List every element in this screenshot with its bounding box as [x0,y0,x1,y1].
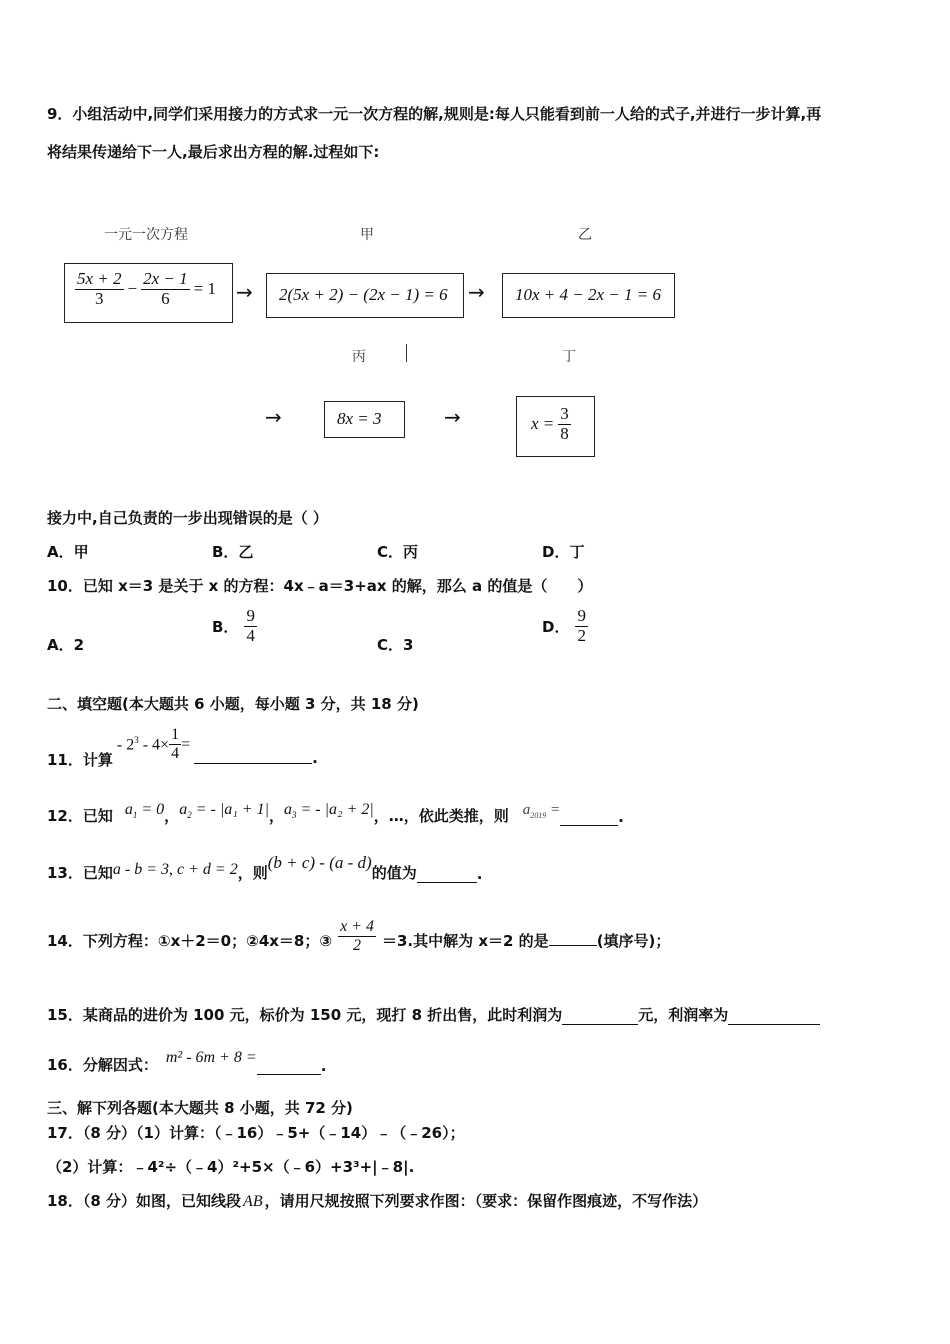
equation-box-bing [324,401,405,438]
q12-subscript: 2019 [530,811,547,820]
q16-label: 16．分解因式： [47,1056,158,1074]
label-jia: 甲 [360,227,374,243]
q12-a2: a [179,800,188,818]
q9-option-b[interactable]: B．乙 [212,543,254,561]
q11 [47,719,318,770]
equation-rhs: = 1 [193,279,216,299]
q12-label: 12．已知 [47,807,113,825]
q12-end: . [618,808,624,826]
q12-separator: ， [268,807,284,825]
q12-subscript: 3 [291,810,297,820]
q12-subscript: 1 [132,810,138,820]
denominator: 4 [171,745,180,762]
q14-tail: ＝3.其中解为 x＝2 的是 [381,931,549,950]
numerator: 2x − 1 [143,269,188,288]
numerator: 9 [246,606,255,625]
q17-line1: 17．（8 分）（1）计算：（﹣16）﹣5+（﹣14）﹣（﹣26）； [47,1124,465,1142]
q12-an: a [522,802,531,818]
q10-option-a[interactable]: A．2 [47,636,85,654]
q16 [47,1040,326,1075]
q12-a3: a [283,800,292,818]
arrow-right-icon: → [265,405,282,429]
q14 [47,918,670,954]
equation-box-jia [266,273,464,318]
equation-yi: 10x + 4 − 2x − 1 = 6 [515,285,661,304]
q10-option-b[interactable] [212,607,257,645]
numerator: x + 4 [340,918,374,935]
q18-pre: 18．（8 分）如图，已知线段 [47,1192,242,1210]
q13-tail: 的值为 [371,864,417,882]
label-start: 一元一次方程 [104,227,188,243]
q11-answer-blank[interactable] [194,747,312,764]
q15 [47,1004,820,1025]
q13-then: ，则 [237,864,268,882]
fraction [575,607,588,645]
q9-stem-line2: 将结果传递给下一人,最后求出方程的解.过程如下: [47,143,380,161]
q14-label: 14．下列方程：①x＋2＝0；②4x＝8；③ [47,931,333,950]
q10-stem: 10．已知 x＝3 是关于 x 的方程：4x﹣a＝3+ax 的解，那么 a 的值是（ ） [47,577,593,595]
cursor-bar [406,344,407,362]
denominator: 2 [353,936,362,954]
arrow-right-icon: → [468,280,485,304]
section-2-heading: 二、填空题(本大题共 6 小题，每小题 3 分，共 18 分) [47,695,419,713]
q14-end: (填序号)； [596,931,671,950]
fraction [558,405,571,443]
q13-answer-blank[interactable] [417,866,477,883]
q12-a2-value: = - |a₁ + 1| [191,800,269,818]
q12-a1-value: = 0 [137,800,165,818]
q16-expression: m² - 6m + 8 = [165,1049,257,1066]
q14-answer-blank[interactable] [549,931,597,946]
arrow-right-icon: → [444,405,461,429]
q18-post: ，请用尺规按照下列要求作图：（要求：保留作图痕迹，不写作法） [264,1192,708,1210]
q9-option-d[interactable]: D．丁 [542,543,585,561]
q18 [47,1190,707,1211]
q13: 13．已知 a - b = 3 , c + d = 2 ，则 (b + c) - (a - d) 的值为 . [47,853,483,883]
q18-segment: AB [243,1193,263,1210]
numerator: 9 [577,606,586,625]
q16-answer-blank[interactable] [257,1058,321,1075]
q13-condition-2: c + d = 2 [177,861,238,878]
q11-term: - 2 [116,736,135,754]
q15-profit-blank[interactable] [562,1008,638,1025]
numerator: 1 [171,726,180,744]
arrow-right-icon: → [236,280,253,304]
q12 [47,800,624,826]
equation-box-original: $\frac{5x + 2}{3}$ − $\frac{2x - 1}{6}$ = 1 [64,263,233,323]
q12-a1: a [124,800,133,818]
option-label: D． [542,617,570,636]
fraction [244,607,257,645]
q12-subscript: 2 [187,810,192,820]
q12-an-equals: = [546,802,561,818]
q11-exponent: 3 [134,734,139,745]
q13-expression: (b + c) - (a - d) [267,853,372,872]
q11-term: - 4× [138,736,170,754]
q16-end: . [320,1057,327,1075]
equation-bing: 8x = 3 [337,409,382,428]
q11-fraction [169,726,181,762]
option-label: B． [212,617,239,636]
q10-option-c[interactable]: C．3 [377,636,414,654]
label-yi: 乙 [578,227,592,243]
q11-end: . [312,748,318,767]
equation-jia: 2(5x + 2) − (2x − 1) = 6 [279,285,448,304]
q13-condition-1: a - b = 3 [112,861,169,878]
denominator: 8 [560,423,569,443]
label-bing: 丙 [352,349,366,365]
q15-mid: 元，利润率为 [638,1006,729,1024]
q13-label: 13．已知 [47,864,113,882]
q12-separator: ， [164,807,180,825]
q13-end: . [476,865,483,883]
q11-equals: = [181,735,191,753]
denominator: 6 [161,288,170,308]
equation-box-ding [516,396,595,457]
equation-lhs: x = [531,414,555,434]
q9-option-a[interactable]: A．甲 [47,543,89,561]
denominator: 2 [577,625,586,645]
numerator: 3 [560,404,569,423]
denominator: 3 [95,288,104,308]
q17-line2: （2）计算：﹣4²÷（﹣4）²+5×（﹣6）+3³+|﹣8|. [47,1158,415,1176]
q9-option-c[interactable]: C．丙 [377,543,419,561]
q12-a3-value: = - |a₂ + 2| [296,800,374,818]
denominator: 4 [246,625,255,645]
fraction-1 [75,270,124,308]
numerator: 5x + 2 [77,269,122,288]
q11-label: 11．计算 [47,751,113,769]
q12-tail: ，…，依此类推，则 [373,807,509,825]
q15-text: 15．某商品的进价为 100 元，标价为 150 元，现打 8 折出售，此时利润为 [47,1006,563,1024]
q9-question: 接力中,自己负责的一步出现错误的是（ ） [47,509,328,527]
section-3-heading: 三、解下列各题(本大题共 8 小题，共 72 分) [47,1099,353,1117]
q14-fraction [338,918,376,954]
label-ding: 丁 [562,349,576,365]
q9-stem-line1: 9．小组活动中,同学们采用接力的方式求一元一次方程的解,规则是:每人只能看到前一人给的式子,并进行一步计算,再 [47,105,822,123]
q12-answer-blank[interactable] [560,809,618,826]
q15-rate-blank[interactable] [728,1008,820,1025]
q10-option-d[interactable] [542,607,588,645]
fraction-2 [141,270,190,308]
equation-box-yi [502,273,675,318]
